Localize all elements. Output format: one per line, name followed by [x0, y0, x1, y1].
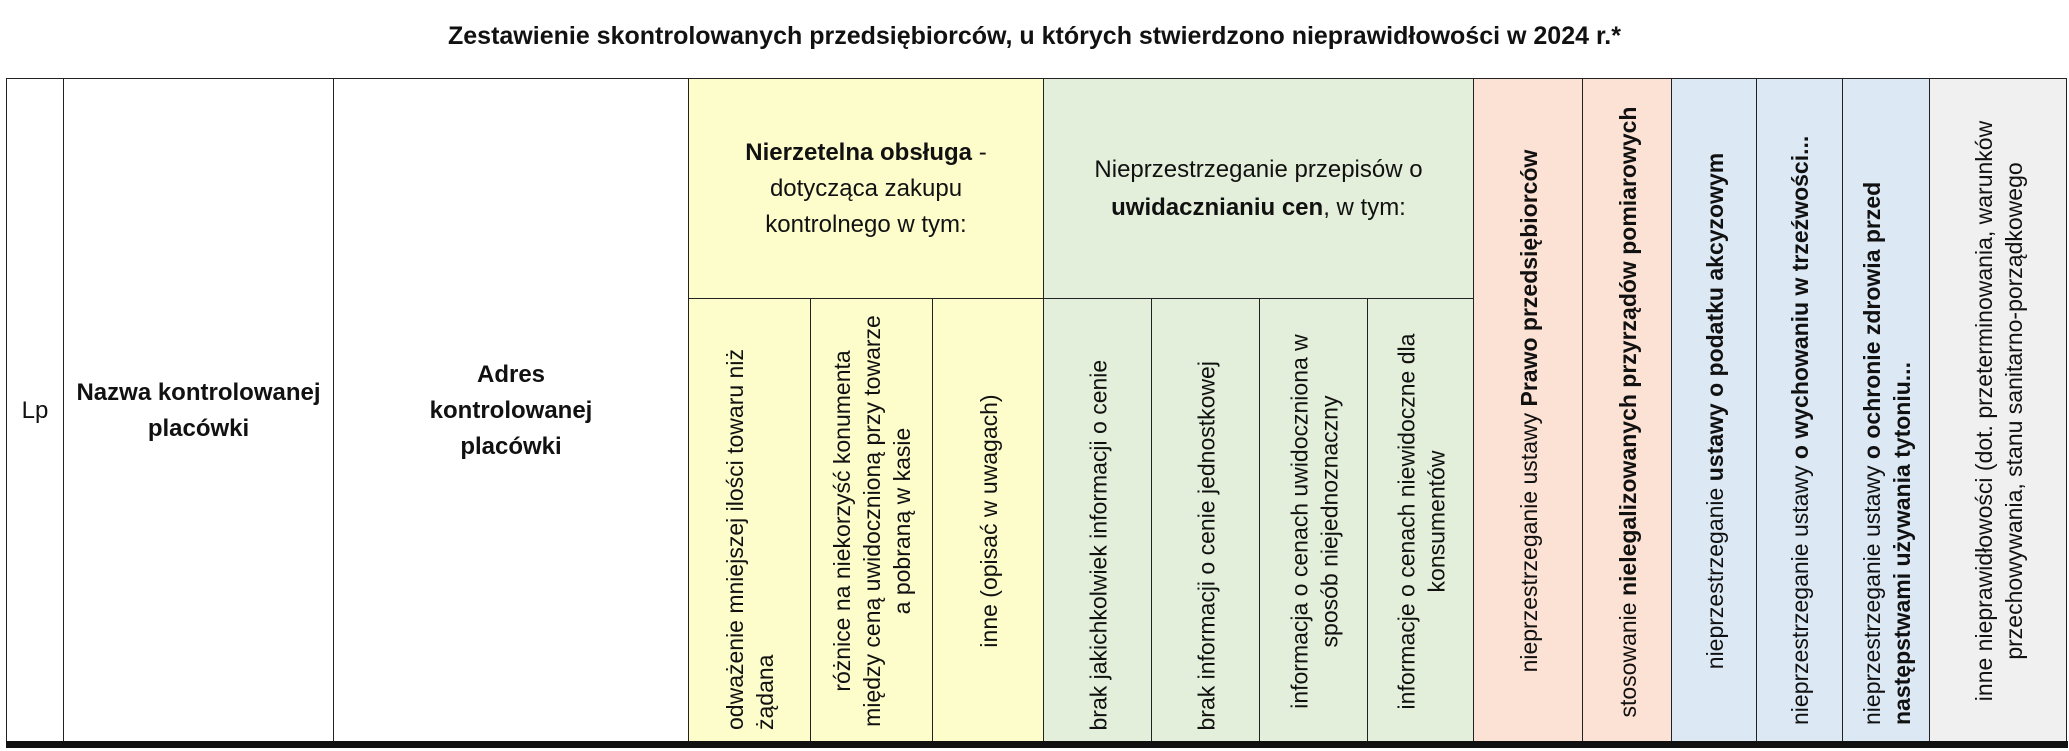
- subheader-prices-2-label: brak informacji o cenie jednostkowej: [1193, 361, 1219, 731]
- measuring-devices-bold: nielegalizowanych przyrządów pomiarowych: [1615, 106, 1641, 597]
- excise-tax-bold: ustawy o podatku akcyzowym: [1702, 152, 1728, 482]
- subheader-prices-4: [1367, 298, 1474, 743]
- sobriety-normal: nieprzestrzeganie ustawy: [1787, 459, 1813, 725]
- sobriety-bold: o wychowaniu w trzeźwości...: [1787, 135, 1813, 460]
- subheader-service-3-label: inne (opisać w uwagach): [976, 394, 1002, 648]
- subheader-service-1-label: odważenie mniejszej ilości towaru niż żądana: [722, 349, 778, 730]
- group-service-bold: Nierzetelna obsługa: [745, 138, 973, 166]
- subheader-service-1: [688, 298, 811, 743]
- subheader-service-3: [932, 298, 1044, 743]
- tobacco-bold: o ochronie zdrowia przed następstwami używania tytoniu...: [1859, 181, 1915, 725]
- entrepreneurs-law-bold: Prawo przedsiębiorców: [1516, 149, 1542, 407]
- header-entrepreneurs-law-label: [1479, 91, 1579, 731]
- subheader-prices-4-label: informacje o cenach niewidoczne dla konsumentów: [1393, 333, 1449, 710]
- group-prices-header: [1043, 78, 1474, 299]
- header-sobriety-label: [1760, 91, 1840, 731]
- header-other-irregularities-label: [1934, 91, 2064, 731]
- header-tobacco-label: [1847, 91, 1927, 731]
- subheader-service-2-label: różnice na niekorzyść konumenta między ceną uwidocznioną przy towarze a pobraną w kasie: [829, 315, 915, 727]
- group-prices-bold: uwidacznianiu cen: [1111, 193, 1324, 221]
- header-address-label: Adres kontrolowanej placówki: [429, 360, 593, 460]
- header-address: [333, 78, 689, 743]
- group-prices-post: , w tym:: [1323, 193, 1406, 221]
- subheader-prices-2: [1151, 298, 1260, 743]
- header-excise-tax: [1671, 78, 1757, 743]
- header-tobacco: [1842, 78, 1930, 743]
- header-entrepreneurs-law: [1473, 78, 1583, 743]
- header-name-label: Nazwa kontrolowanej placówki: [76, 378, 321, 442]
- entrepreneurs-law-normal: nieprzestrzeganie ustawy: [1516, 406, 1542, 673]
- other-irregularities-text: inne nieprawidłowości (dot. przeterminowania, warunków przechowywania, stanu sanitarno-porządkowego: [1971, 120, 2027, 702]
- header-name: [63, 78, 334, 743]
- subheader-prices-1-label: brak jakichkolwiek informacji o cenie: [1085, 359, 1111, 731]
- subheader-prices-3-label: informacja o cenach uwidoczniona w sposób niejednoznaczny: [1286, 334, 1342, 709]
- subheader-service-2: [810, 298, 933, 743]
- subheader-prices-1: [1043, 298, 1152, 743]
- header-other-irregularities: [1929, 78, 2067, 743]
- header-lp-label: Lp: [21, 396, 49, 424]
- subheader-prices-3: [1259, 298, 1368, 743]
- table-header-bottom-border: [6, 741, 2068, 748]
- header-measuring-devices: [1582, 78, 1672, 743]
- group-service-rest: - dotycząca zakupu kontrolnego w tym:: [765, 138, 987, 238]
- group-prices-text: [1074, 151, 1443, 227]
- page-title: Zestawienie skontrolowanych przedsiębiorców, u których stwierdzono nieprawidłowości w 2024 r.*: [448, 22, 1621, 50]
- header-excise-tax-label: [1675, 91, 1755, 731]
- excise-tax-normal: nieprzestrzeganie: [1702, 481, 1728, 670]
- header-sobriety: [1756, 78, 1843, 743]
- group-service-header: [688, 78, 1044, 299]
- header-measuring-devices-label: [1585, 92, 1671, 732]
- measuring-devices-normal: stosowanie: [1615, 596, 1641, 718]
- group-prices-pre: Nieprzestrzeganie przepisów o: [1094, 155, 1423, 183]
- tobacco-normal: nieprzestrzeganie ustawy: [1859, 459, 1885, 725]
- group-service-text: [729, 135, 1003, 243]
- header-lp: [6, 78, 64, 743]
